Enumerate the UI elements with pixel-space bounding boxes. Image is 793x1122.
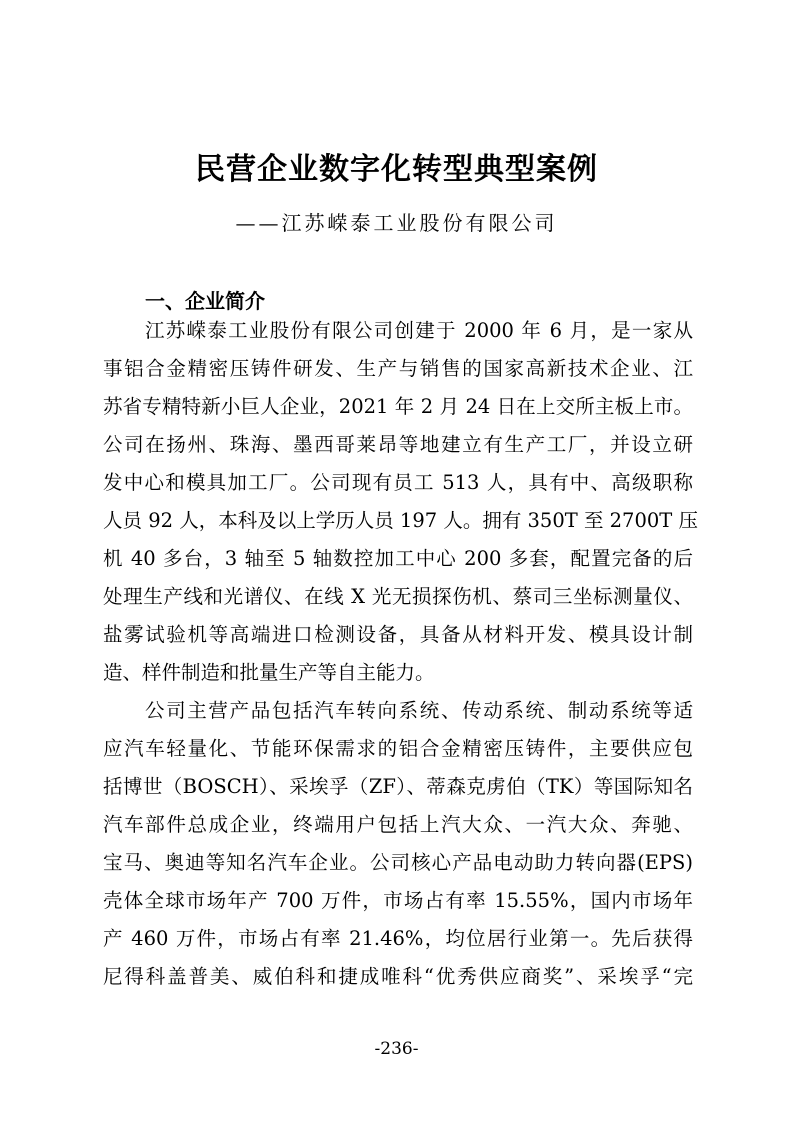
document-subtitle: ——江苏嵘泰工业股份有限公司	[235, 211, 558, 235]
paragraph-1-line: 江苏嵘泰工业股份有限公司创建于 2000 年 6 月，是一家从	[145, 319, 693, 342]
document-title: 民营企业数字化转型典型案例	[195, 152, 598, 187]
paragraph-1-line: 公司在扬州、珠海、墨西哥莱昂等地建立有生产工厂，并设立研	[103, 433, 693, 456]
section-heading: 一、企业简介	[145, 289, 265, 313]
paragraph-2-line: 壳体全球市场年产 700 万件，市场占有率 15.55%，国内市场年	[103, 889, 693, 912]
paragraph-1-line: 盐雾试验机等高端进口检测设备，具备从材料开发、模具设计制	[103, 623, 693, 646]
paragraph-2-line: 产 460 万件，市场占有率 21.46%，均位居行业第一。先后获得	[103, 927, 693, 950]
paragraph-1-line: 苏省专精特新小巨人企业，2021 年 2 月 24 日在上交所主板上市。	[103, 395, 693, 418]
paragraph-1-line: 机 40 多台，3 轴至 5 轴数控加工中心 200 多套，配置完备的后	[103, 547, 693, 570]
paragraph-1-line: 造、样件制造和批量生产等自主能力。	[103, 661, 435, 684]
paragraph-2-line: 应汽车轻量化、节能环保需求的铝合金精密压铸件，主要供应包	[103, 737, 693, 760]
paragraph-2-line: 尼得科盖普美、威伯科和捷成唯科“优秀供应商奖”、采埃孚“完	[103, 965, 693, 988]
paragraph-1-line: 发中心和模具加工厂。公司现有员工 513 人，具有中、高级职称	[103, 471, 693, 494]
paragraph-2-line: 括博世（BOSCH）、采埃孚（ZF）、蒂森克虏伯（TK）等国际知名	[103, 775, 693, 798]
paragraph-2-line: 宝马、奥迪等知名汽车企业。公司核心产品电动助力转向器(EPS)	[103, 851, 693, 874]
paragraph-1-line: 处理生产线和光谱仪、在线 X 光无损探伤机、蔡司三坐标测量仪、	[103, 585, 693, 608]
page-number: -236-	[374, 1039, 419, 1059]
paragraph-1-line: 事铝合金精密压铸件研发、生产与销售的国家高新技术企业、江	[103, 357, 693, 380]
paragraph-2-line: 公司主营产品包括汽车转向系统、传动系统、制动系统等适	[145, 699, 693, 722]
paragraph-1-line: 人员 92 人，本科及以上学历人员 197 人。拥有 350T 至 2700T 压	[103, 509, 698, 532]
paragraph-2-line: 汽车部件总成企业，终端用户包括上汽大众、一汽大众、奔驰、	[103, 813, 693, 836]
